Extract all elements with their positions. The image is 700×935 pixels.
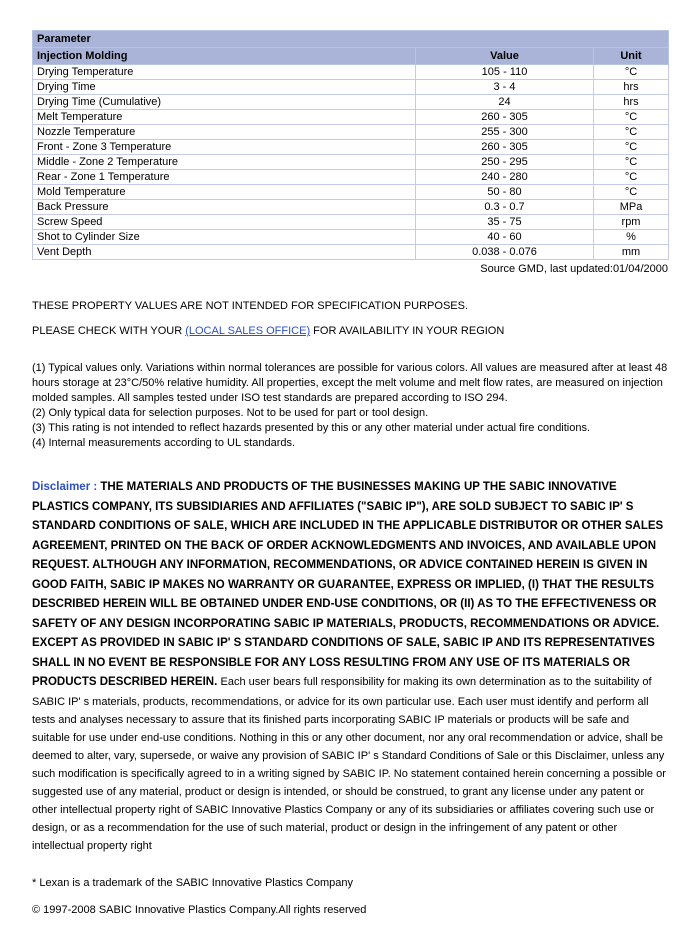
cell-unit: °C xyxy=(594,110,669,125)
table-title: Parameter xyxy=(33,31,669,48)
cell-unit: °C xyxy=(594,125,669,140)
cell-parameter: Middle - Zone 2 Temperature xyxy=(33,155,416,170)
cell-value: 105 - 110 xyxy=(416,65,594,80)
table-row xyxy=(33,110,669,125)
copyright-note: © 1997-2008 SABIC Innovative Plastics Company.All rights reserved xyxy=(32,903,367,916)
availability-line xyxy=(32,325,668,337)
cell-value: 260 - 305 xyxy=(416,140,594,155)
table-row xyxy=(33,155,669,170)
table-row xyxy=(33,140,669,155)
cell-parameter: Drying Time xyxy=(33,80,416,95)
cell-value: 240 - 280 xyxy=(416,170,594,185)
cell-unit: °C xyxy=(594,170,669,185)
cell-value: 3 - 4 xyxy=(416,80,594,95)
cell-value: 0.038 - 0.076 xyxy=(416,245,594,260)
cell-parameter: Shot to Cylinder Size xyxy=(33,230,416,245)
cell-parameter: Vent Depth xyxy=(33,245,416,260)
cell-unit: °C xyxy=(594,65,669,80)
table-row xyxy=(33,80,669,95)
cell-value: 255 - 300 xyxy=(416,125,594,140)
cell-unit: % xyxy=(594,230,669,245)
local-sales-office-link[interactable]: (LOCAL SALES OFFICE) xyxy=(185,325,311,337)
availability-prefix: PLEASE CHECK WITH YOUR xyxy=(32,325,186,337)
table-row xyxy=(33,125,669,140)
cell-parameter: Drying Time (Cumulative) xyxy=(33,95,416,110)
disclaimer-regular-text: Each user bears full responsibility for making its own determination as to the suitability of SABIC IP' s materials, products, recommendations, or advice for its own particular use. Each user must identify and perform all tests and analyses necessary to assure that its finished parts incorporating SABIC IP materials or products will be safe and suitable for use under end-use conditions. Nothing in this or any other document, nor any oral recommendation or advice, shall be deemed to alter, vary, supersede, or waive any provision of SABIC IP' s Standard Conditions of Sale or this Disclaimer, unless any such modification is specifically agreed to in a writing signed by SABIC IP. No statement contained herein concerning a possible or suggested use of any material, product or design is intended, or should be construed, to grant any license under any patent or other intellectual property right of SABIC Innovative Plastics Company or any of its subsidiaries or affiliates covering such use or design, or as a recommendation for the use of such material, product or design in the infringement of any patent or other intellectual property right xyxy=(32,676,666,852)
disclaimer-bold-text: THE MATERIALS AND PRODUCTS OF THE BUSINESSES MAKING UP THE SABIC INNOVATIVE PLASTICS COMPANY, ITS SUBSIDIARIES AND AFFILIATES ("SABIC IP"), ARE SOLD SUBJECT TO SABIC IP' S STANDARD CONDITIONS OF SALE, WHICH ARE INCLUDED IN THE APPLICABLE DISTRIBUTOR OR OTHER SALES AGREEMENT, PRINTED ON THE BACK OF ORDER ACKNOWLEDGMENTS AND INVOICES, AND AVAILABLE UPON REQUEST. ALTHOUGH ANY INFORMATION, RECOMMENDATIONS, OR ADVICE CONTAINED HEREIN IS GIVEN IN GOOD FAITH, SABIC IP MAKES NO WARRANTY OR GUARANTEE, EXPRESS OR IMPLIED, (I) THAT THE RESULTS DESCRIBED HEREIN WILL BE OBTAINED UNDER END-USE CONDITIONS, OR (II) AS TO THE EFFECTIVENESS OR SAFETY OF ANY DESIGN INCORPORATING SABIC IP MATERIALS, PRODUCTS, RECOMMENDATIONS OR ADVICE. EXCEPT AS PROVIDED IN SABIC IP' S STANDARD CONDITIONS OF SALE, SABIC IP AND ITS REPRESENTATIVES SHALL IN NO EVENT BE RESPONSIBLE FOR ANY LOSS RESULTING FROM ANY USE OF ITS MATERIALS OR PRODUCTS DESCRIBED HEREIN. xyxy=(32,481,664,688)
cell-parameter: Front - Zone 3 Temperature xyxy=(33,140,416,155)
cell-parameter: Melt Temperature xyxy=(33,110,416,125)
cell-parameter: Mold Temperature xyxy=(33,185,416,200)
cell-unit: °C xyxy=(594,185,669,200)
parameter-table-body xyxy=(33,65,669,260)
footnote-2: (2) Only typical data for selection purposes. Not to be used for part or tool design. xyxy=(32,407,429,419)
table-row xyxy=(33,230,669,245)
cell-unit: mm xyxy=(594,245,669,260)
cell-parameter: Back Pressure xyxy=(33,200,416,215)
table-title-row xyxy=(33,31,669,48)
cell-parameter: Nozzle Temperature xyxy=(33,125,416,140)
parameter-table xyxy=(32,30,669,260)
table-row xyxy=(33,215,669,230)
trademark-note: * Lexan is a trademark of the SABIC Innovative Plastics Company xyxy=(32,876,353,889)
cell-unit: hrs xyxy=(594,95,669,110)
table-row xyxy=(33,65,669,80)
source-note: Source GMD, last updated:01/04/2000 xyxy=(480,263,668,275)
footnote-1: (1) Typical values only. Variations within normal tolerances are possible for various colors. All values are measured after at least 48 hours storage at 23°C/50% relative humidity. All properties, except the melt volume and melt flow rates, are measured on injection molded samples. All samples tested under ISO test standards are prepared according to ISO 294. xyxy=(32,362,668,404)
cell-value: 250 - 295 xyxy=(416,155,594,170)
table-row xyxy=(33,245,669,260)
table-row xyxy=(33,95,669,110)
footnote-4: (4) Internal measurements according to UL standards. xyxy=(32,437,296,449)
cell-value: 260 - 305 xyxy=(416,110,594,125)
disclaimer-label: Disclaimer : xyxy=(32,481,101,493)
column-header-parameter: Injection Molding xyxy=(33,48,416,65)
footnotes-block xyxy=(32,361,668,451)
cell-value: 50 - 80 xyxy=(416,185,594,200)
spec-purpose-note: THESE PROPERTY VALUES ARE NOT INTENDED FOR SPECIFICATION PURPOSES. xyxy=(32,300,469,312)
cell-unit: °C xyxy=(594,155,669,170)
cell-unit: °C xyxy=(594,140,669,155)
column-header-unit: Unit xyxy=(594,48,669,65)
cell-value: 35 - 75 xyxy=(416,215,594,230)
table-row xyxy=(33,170,669,185)
cell-unit: rpm xyxy=(594,215,669,230)
cell-parameter: Screw Speed xyxy=(33,215,416,230)
availability-suffix: FOR AVAILABILITY IN YOUR REGION xyxy=(310,325,505,337)
cell-unit: hrs xyxy=(594,80,669,95)
table-row xyxy=(33,200,669,215)
cell-value: 24 xyxy=(416,95,594,110)
table-row xyxy=(33,185,669,200)
cell-unit: MPa xyxy=(594,200,669,215)
cell-value: 40 - 60 xyxy=(416,230,594,245)
cell-parameter: Rear - Zone 1 Temperature xyxy=(33,170,416,185)
disclaimer-paragraph xyxy=(32,477,668,854)
table-column-header-row xyxy=(33,48,669,65)
parameter-table-header xyxy=(33,31,669,65)
cell-value: 0.3 - 0.7 xyxy=(416,200,594,215)
cell-parameter: Drying Temperature xyxy=(33,65,416,80)
datasheet-page xyxy=(32,30,668,916)
footnote-3: (3) This rating is not intended to reflect hazards presented by this or any other material under actual fire conditions. xyxy=(32,422,591,434)
column-header-value: Value xyxy=(416,48,594,65)
